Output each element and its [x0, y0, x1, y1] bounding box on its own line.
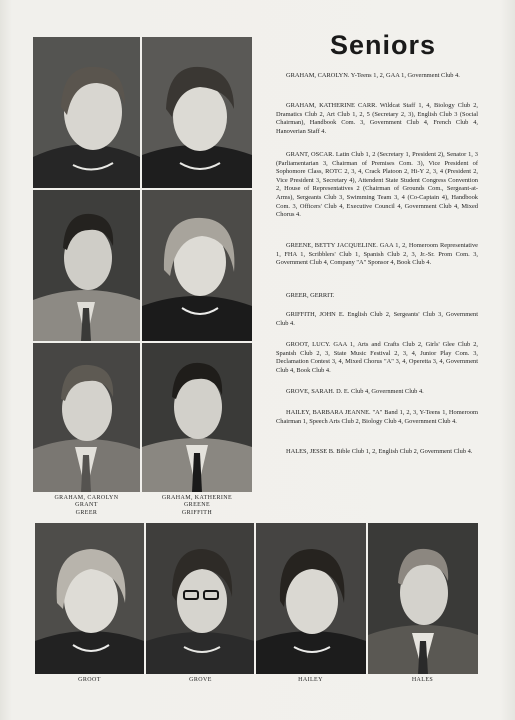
label-grove: GROVE [189, 677, 212, 683]
caption-left-column [33, 495, 140, 517]
label-hailey: HAILEY [298, 677, 323, 683]
caption-line: GRAHAM, KATHERINE [161, 495, 233, 501]
portrait-greene [142, 190, 252, 341]
bio-entry: GROOT, LUCY. GAA 1, Arts and Crafts Club 2, Girls' Glee Club 2, Spanish Club 2, 3, State Music Festival 2, 3, 4, Junior Play Com. 3, Declamation Contest 3, 4, Mixed Chorus "A" 3, 4, Operetta 3, 4, Government Club 4, Book Club 4. [276, 341, 478, 374]
bio-entry: GRAHAM, CAROLYN. Y-Teens 1, 2, GAA 1, Government Club 4. [286, 72, 460, 79]
portrait-grove [146, 523, 254, 674]
label-groot: GROOT [78, 677, 101, 683]
label-hales: HALES [411, 677, 434, 683]
bio-entry: GREER, GERRIT. [286, 292, 335, 299]
portrait-hales [368, 523, 478, 674]
bio-entry: GRAHAM, KATHERINE CARR. Wildcat Staff 1, 4, Biology Club 2, Dramatics Club 2, Art Club 1, 2, 5 (Secretary 2, 3), English Club 3 (Social Chairman), Handbook Com. 3, Government Club 4, French Club 4, Hanoverian Staff 4. [276, 102, 478, 135]
caption-line: GRIFFITH [181, 509, 213, 516]
caption-line: GRANT [75, 502, 98, 509]
caption-line: GREER [75, 509, 98, 516]
portrait-griffith [142, 343, 252, 492]
caption-line: GRAHAM, CAROLYN [54, 495, 119, 501]
portrait-graham-katherine [142, 37, 252, 188]
caption-right-column [142, 495, 252, 517]
page-title: Seniors [330, 30, 437, 60]
portrait-groot [35, 523, 144, 674]
caption-line: GREENE [183, 502, 211, 509]
portrait-grant [33, 190, 140, 341]
portrait-graham-carolyn [33, 37, 140, 188]
portrait-hailey [256, 523, 366, 674]
bio-entry: GREENE, BETTY JACQUELINE. GAA 1, 2, Homeroom Representative 1, FHA 1, Scribblers' Club 1, Spanish Club 2, 3, Jr.-Sr. Prom Com. 3, Government Club 4, Company "A" Sponsor 4, Book Club 4. [276, 242, 478, 267]
portrait-greer [33, 343, 140, 492]
bio-entry: GROVE, SARAH. D. E. Club 4, Government Club 4. [286, 388, 424, 395]
bio-entry: GRANT, OSCAR. Latin Club 1, 2 (Secretary 1, President 2), Senator 1, 3 (Parliamentarian 3, Chairman of Premises Com. 3), Vice President of Sophomore Class, ROTC 2, 3, 4, Crack Platoon 2, Hi-Y 2, 3, 4 (President 2, Vice President 3, Secretary 4), Attendent State Student Congress Convention 2, House of Representatives 2 (Chairman of Grounds Com., Sergeant-at-Arms), Sergeants Club 3, Swimming Team 3, 4 (Co-Captain 4), Handbook Com. 3, Officers' Club 4, Executive Council 4, Government Club 4, Mixed Chorus 4. [276, 151, 478, 219]
bio-entry: HALES, JESSE B. Bible Club 1, 2, English Club 2, Government Club 4. [286, 448, 473, 455]
bio-entry: HAILEY, BARBARA JEANNE. "A" Band 1, 2, 3, Y-Teens 1, Homeroom Chairman 1, Speech Arts Club 2, Biology Club 4, Government Club 4. [276, 409, 478, 425]
bio-entry: GRIFFITH, JOHN E. English Club 2, Sergeants' Club 3, Government Club 4. [276, 311, 478, 327]
